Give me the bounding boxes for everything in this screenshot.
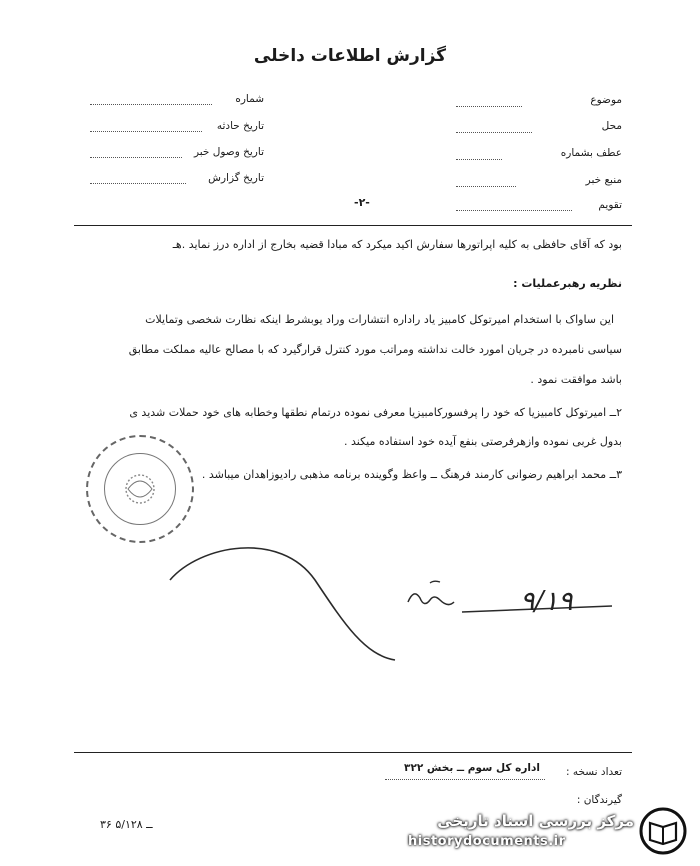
field-calendar-label: تقویم [598, 199, 622, 211]
copies-value: اداره کل سوم ــ بخش ۳۲۲ [404, 762, 540, 774]
recipients-label: گیرندگان : [576, 794, 622, 806]
opinion-heading: نظریه رهبرعملیات : [513, 277, 622, 290]
field-report-date-label: تاریخ گزارش [208, 172, 264, 184]
field-subject-label: موضوع [590, 94, 622, 106]
para3-line: ۳ــ محمد ابراهیم رضوانی کارمند فرهنگ ــ واعظ وگوینده برنامه مذهبی رادیوزاهدان میباشد . [201, 468, 622, 481]
field-place-label: محل [601, 120, 622, 132]
field-source-label: منبع خبر [585, 174, 622, 186]
page-title: گزارش اطلاعات داخلی [253, 46, 447, 66]
para2-line2: بدول غربی نموده وازهرفرصتی بنفع آیده خود استفاده میکند . [343, 435, 622, 448]
field-number-label: شماره [235, 93, 264, 105]
reference-number: ۳۶ ــ ۵/۱۲۸ [100, 818, 153, 831]
para1-line1: این ساواک با استخدام امیرتوکل کامبیز یاد راداره انتشارات وراد یوبشرط اینکه نظارت شخصی وتمایلات [145, 313, 614, 326]
watermark-url: historydocuments.ir [408, 834, 566, 849]
field-received-date-label: تاریخ وصول خبر [193, 146, 264, 158]
para2-line1: ۲ــ امیرتوکل کامبیزیا که خود را پرفسورکامبیزیا معرفی نموده درتمام نطقها وخطابه های خود حملات شدید ی [129, 406, 622, 419]
page-number-mark: -۲- [354, 196, 370, 209]
copies-underline [385, 779, 545, 780]
signature-date: ۹/۱۹ [520, 586, 573, 617]
para1-line2: سیاسی نامبرده در جریان امورد خالت نداشته ومراتب مورد کنترل قرارگیرد که با مصالح عالیه مملکت مطابق [128, 343, 622, 356]
para1-line3: باشد موافقت نمود . [530, 373, 622, 386]
book-logo-icon [638, 806, 688, 856]
field-incident-date-label: تاریخ حادثه [216, 120, 264, 132]
intro-line: بود که آقای حافظی به کلیه اپراتورها سفارش اکید میکرد که مبادا قضیه بخارج از اداره درز نماید .هـ [172, 238, 622, 251]
field-reference-label: عطف بشماره [560, 147, 622, 159]
footer-divider [74, 752, 632, 753]
copies-label: تعداد نسخه : [565, 766, 622, 778]
watermark-name: مرکز بررسی اسناد تاریخی [437, 812, 634, 830]
